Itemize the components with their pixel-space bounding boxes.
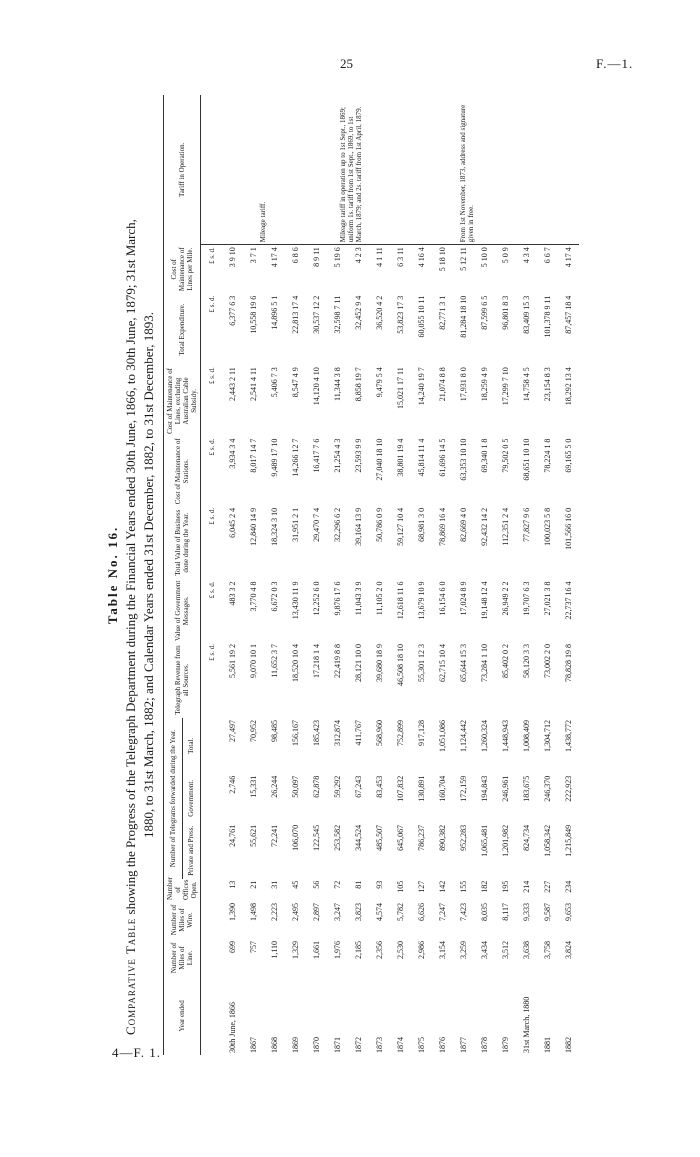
cell-offices: 142 (438, 880, 448, 893)
tariff-mileage: Mileage tariff. (259, 201, 268, 243)
cell-permile: 5 12 11 (459, 247, 469, 271)
cell-private: 485,507 (375, 824, 385, 851)
cell-business: 112,351 2 4 (501, 507, 511, 546)
cell-gov: 83,453 (375, 775, 385, 798)
cell-total: 568,960 (375, 719, 385, 746)
cell-business: 31,951 2 1 (291, 507, 301, 542)
cell-permile: 3 9 10 (228, 247, 238, 268)
cell-total: 1,008,409 (522, 719, 532, 752)
title-line-1: showing the Progress of the Telegraph Department during the Financial Years ended 30th June, 1866, to 30th June, 1879; 31st March, (123, 219, 138, 915)
cell-total: 70,952 (249, 719, 259, 742)
cell-govval: 13,430 11 9 (291, 581, 301, 620)
cell-stations: 21,254 4 3 (333, 438, 343, 473)
header-per-mile: Cost of Maintenance of Lines per Mile. (164, 245, 201, 294)
cell-revenue: 11,652 3 7 (270, 644, 280, 678)
header-government: Government. (182, 774, 201, 823)
cell-gov: 59,292 (333, 775, 343, 798)
cell-revenue: 73,284 1 10 (480, 644, 490, 683)
cell-line: 2,986 (417, 940, 427, 959)
cell-year: 1871 (333, 1037, 343, 1053)
cell-permile: 4 17 4 (270, 247, 280, 268)
cell-lines: 17,299 7 10 (501, 367, 511, 406)
header-expenditure: Total Expenditure. (164, 294, 201, 365)
cell-lines: 8,547 4 9 (291, 367, 301, 398)
cell-total: 1,124,442 (459, 719, 469, 752)
cell-expend: 36,520 4 2 (375, 295, 385, 330)
cell-private: 786,237 (417, 824, 427, 851)
cell-stations: 27,040 18 10 (375, 438, 385, 481)
cell-wire: 2,897 (312, 903, 322, 921)
cell-line: 1,110 (270, 940, 280, 959)
cell-wire: 3,823 (354, 903, 364, 921)
tariff-address-note: From 1st November, 1873, address and signature given in free. (459, 104, 476, 243)
cell-business: 39,164 13 9 (354, 507, 364, 546)
header-tariff: Tariff in Operation. (164, 95, 201, 245)
cell-permile: 4 17 4 (564, 247, 574, 268)
cell-business: 29,470 7 4 (312, 507, 322, 542)
table-title-line-2: 1880, to 31st March, 1882; and Calendar Years ended 31st December, 1882, to 31st December, 1893. (141, 311, 156, 839)
cell-gov: 160,704 (438, 775, 448, 802)
cell-stations: 38,801 19 4 (396, 438, 406, 477)
cell-line: 2,185 (354, 940, 364, 959)
progress-table (163, 95, 579, 1055)
cell-offices: 195 (501, 880, 511, 893)
units-row (201, 95, 223, 1055)
cell-revenue: 73,002 2 0 (543, 644, 553, 679)
cell-stations: 9,489 17 10 (270, 438, 280, 477)
cell-permile: 5 0 9 (501, 247, 511, 264)
cell-govval: 26,949 2 2 (501, 581, 511, 616)
cell-private: 253,582 (333, 824, 343, 851)
cell-gov: 62,878 (312, 775, 322, 798)
cell-total: 1,448,943 (501, 719, 511, 752)
cell-gov: 246,961 (501, 775, 511, 802)
cell-permile: 4 1 11 (375, 247, 385, 267)
cell-wire: 2,495 (291, 903, 301, 921)
cell-lines: 11,344 3 8 (333, 367, 343, 401)
header-stations: Cost of Maintenance of Stations. (164, 437, 201, 506)
cell-wire: 1,498 (249, 903, 259, 921)
cell-business: 32,296 6 2 (333, 507, 343, 542)
cell-line: 2,530 (396, 940, 406, 959)
cell-gov: 67,243 (354, 775, 364, 798)
cell-gov: 50,097 (291, 775, 301, 798)
cell-private: 1,058,342 (543, 824, 553, 857)
cell-total: 27,497 (228, 719, 238, 742)
cell-wire: 2,223 (270, 903, 280, 921)
cell-gov: 107,832 (396, 775, 406, 802)
cell-private: 645,067 (396, 824, 406, 851)
cell-revenue: 18,520 10 4 (291, 644, 301, 683)
cell-expend: 6,377 6 3 (228, 295, 238, 326)
cell-line: 699 (228, 940, 238, 953)
cell-business: 6,045 2 4 (228, 507, 238, 538)
cell-year: 31st March, 1880 (522, 996, 532, 1053)
cell-offices: 127 (417, 880, 427, 893)
cell-line: 3,434 (480, 940, 490, 959)
cell-govval: 483 3 2 (228, 581, 238, 606)
cell-lines: 2,443 2 11 (228, 367, 238, 401)
cell-wire: 8,035 (480, 903, 490, 921)
cell-govval: 22,737 16 4 (564, 581, 574, 620)
tariff-mileage-note: Mileage tariff in operation up to 1st Sept., 1869; uniform 1s. tariff from 1st Sept., 1869, to 1st March, 1879; and 2s. tariff from 1st April, 1879. (339, 106, 364, 243)
cell-line: 757 (249, 940, 259, 953)
cell-revenue: 46,508 18 10 (396, 644, 406, 687)
cell-business: 77,827 9 6 (522, 507, 532, 542)
cell-private: 1,065,481 (480, 824, 490, 857)
cell-business: 82,669 4 0 (459, 507, 469, 542)
cell-business: 12,840 14 9 (249, 507, 259, 546)
cell-total: 917,128 (417, 719, 427, 746)
cell-total: 156,167 (291, 719, 301, 746)
cell-private: 824,734 (522, 824, 532, 851)
cell-expend: 87,457 18 4 (564, 295, 574, 334)
cell-year: 1876 (438, 1037, 448, 1053)
cell-revenue: 22,419 8 8 (333, 644, 343, 679)
cell-stations: 69,340 1 8 (480, 438, 490, 473)
cell-stations: 69,165 5 0 (564, 438, 574, 473)
cell-line: 2,356 (375, 940, 385, 959)
cell-expend: 87,599 6 5 (480, 295, 490, 330)
cell-lines: 18,292 13 4 (564, 367, 574, 406)
cell-year: 1877 (459, 1037, 469, 1053)
table-title (123, 95, 139, 1035)
cell-expend: 10,558 19 6 (249, 295, 259, 334)
cell-line: 3,154 (438, 940, 448, 959)
cell-expend: 14,896 5 1 (270, 295, 280, 330)
footer-code: 4—F. 1. (112, 1045, 161, 1060)
cell-lines: 14,120 4 10 (312, 367, 322, 406)
cell-stations: 8,017 14 7 (249, 438, 259, 473)
cell-year: 1878 (480, 1037, 490, 1053)
cell-expend: 82,771 3 1 (438, 295, 448, 330)
cell-year: 1882 (564, 1037, 574, 1053)
cell-expend: 32,452 9 4 (354, 295, 364, 330)
header-miles-line: Number of Miles of Line. (164, 939, 201, 977)
page-number: 25 (340, 56, 353, 71)
cell-lines: 21,074 8 8 (438, 367, 448, 402)
cell-wire: 9,587 (543, 903, 553, 921)
cell-wire: 9,653 (564, 903, 574, 921)
cell-govval: 11,043 3 9 (354, 581, 364, 616)
header-miles-wire: Number of Miles of Wire. (164, 901, 201, 939)
cell-business: 92,432 14 2 (480, 507, 490, 546)
cell-total: 1,304,712 (543, 719, 553, 752)
cell-total: 185,423 (312, 719, 322, 746)
cell-revenue: 62,715 10 4 (438, 644, 448, 683)
unit-label: £ s. d. (207, 367, 216, 384)
cell-gov: 172,159 (459, 775, 469, 802)
cell-govval: 19,707 6 3 (522, 581, 532, 616)
document-code: F.—1. (596, 56, 634, 71)
cell-offices: 214 (522, 880, 532, 893)
cell-lines: 9,479 5 4 (375, 367, 385, 398)
cell-gov: 183,675 (522, 775, 532, 802)
cell-line: 3,638 (522, 940, 532, 959)
cell-lines: 5,406 7 3 (270, 367, 280, 398)
title-prefix: Comparative Table (123, 917, 138, 1035)
cell-lines: 18,259 4 9 (480, 367, 490, 402)
cell-year: 1881 (543, 1037, 553, 1053)
cell-line: 3,259 (459, 940, 469, 959)
cell-govval: 9,876 17 6 (333, 581, 343, 616)
cell-stations: 78,224 1 8 (543, 438, 553, 473)
cell-total: 312,874 (333, 719, 343, 746)
cell-permile: 3 7 1 (249, 247, 259, 264)
cell-revenue: 58,120 3 3 (522, 644, 532, 679)
cell-lines: 8,858 19 7 (354, 367, 364, 402)
cell-revenue: 28,121 10 0 (354, 644, 364, 683)
cell-wire: 6,626 (417, 903, 427, 921)
cell-total: 1,260,324 (480, 719, 490, 752)
cell-gov: 194,843 (480, 775, 490, 802)
cell-expend: 81,284 18 10 (459, 295, 469, 338)
cell-private: 55,621 (249, 824, 259, 847)
cell-wire: 7,423 (459, 903, 469, 921)
header-telegrams: Number of Telegrams forwarded during the Year. (164, 718, 183, 879)
cell-business: 59,127 10 4 (396, 507, 406, 546)
cell-private: 952,283 (459, 824, 469, 851)
cell-lines: 14,240 19 7 (417, 367, 427, 406)
cell-govval: 3,770 4 8 (249, 581, 259, 612)
cell-stations: 68,651 10 10 (522, 438, 532, 481)
cell-offices: 56 (312, 880, 322, 889)
cell-business: 18,324 3 10 (270, 507, 280, 546)
cell-expend: 30,537 12 2 (312, 295, 322, 334)
cell-revenue: 78,828 19 8 (564, 644, 574, 683)
header-gov-value: Value of Government Messages. (164, 580, 201, 643)
cell-wire: 1,390 (228, 903, 238, 921)
cell-expend: 32,598 7 11 (333, 295, 343, 334)
cell-line: 1,976 (333, 940, 343, 959)
cell-private: 106,070 (291, 824, 301, 851)
cell-private: 1,201,982 (501, 824, 511, 857)
cell-permile: 6 6 7 (543, 247, 553, 264)
cell-lines: 15,021 17 11 (396, 367, 406, 409)
cell-offices: 227 (543, 880, 553, 893)
cell-lines: 17,931 8 0 (459, 367, 469, 402)
cell-revenue: 85,402 0 2 (501, 644, 511, 679)
cell-offices: 155 (459, 880, 469, 893)
cell-govval: 11,105 2 0 (375, 581, 385, 616)
cell-total: 752,899 (396, 719, 406, 746)
cell-offices: 81 (354, 880, 364, 889)
cell-stations: 45,814 11 4 (417, 438, 427, 477)
cell-stations: 23,593 9 9 (354, 438, 364, 473)
cell-private: 344,524 (354, 824, 364, 851)
cell-govval: 6,672 0 3 (270, 581, 280, 612)
cell-permile: 6 3 11 (396, 247, 406, 267)
cell-expend: 22,813 17 4 (291, 295, 301, 334)
unit-label: £ s. d. (207, 438, 216, 456)
cell-revenue: 55,301 12 3 (417, 644, 427, 683)
cell-wire: 5,782 (396, 903, 406, 921)
cell-permile: 8 9 11 (312, 247, 322, 267)
cell-lines: 14,758 4 5 (522, 367, 532, 402)
cell-offices: 105 (396, 880, 406, 893)
cell-permile: 6 8 6 (291, 247, 301, 264)
cell-permile: 5 10 0 (480, 247, 490, 268)
header-offices: Number of Offices Open. (164, 879, 201, 901)
cell-wire: 9,333 (522, 903, 532, 921)
cell-expend: 53,823 17 3 (396, 295, 406, 334)
cell-private: 122,545 (312, 824, 322, 851)
header-year: Year ended (164, 977, 201, 1055)
cell-business: 78,869 16 4 (438, 507, 448, 546)
cell-wire: 7,247 (438, 903, 448, 921)
cell-line: 3,512 (501, 940, 511, 959)
cell-expend: 83,409 15 3 (522, 295, 532, 334)
cell-line: 1,329 (291, 940, 301, 959)
cell-offices: 93 (375, 880, 385, 889)
cell-expend: 101,378 9 11 (543, 295, 553, 338)
cell-offices: 13 (228, 880, 238, 889)
cell-year: 1868 (270, 1037, 280, 1053)
cell-govval: 27,021 3 8 (543, 581, 553, 616)
cell-offices: 72 (333, 880, 343, 889)
unit-label: £ s. d. (207, 581, 216, 599)
cell-permile: 4 3 4 (522, 247, 532, 264)
cell-total: 98,485 (270, 719, 280, 742)
cell-private: 890,382 (438, 824, 448, 851)
cell-govval: 17,024 8 9 (459, 581, 469, 616)
cell-govval: 16,154 6 0 (438, 581, 448, 616)
cell-business: 50,786 0 9 (375, 507, 385, 542)
cell-gov: 130,891 (417, 775, 427, 802)
cell-wire: 4,574 (375, 903, 385, 921)
table-body (201, 95, 580, 1055)
header-total: Total. (182, 718, 201, 774)
cell-revenue: 39,680 18 9 (375, 644, 385, 683)
cell-private: 72,241 (270, 824, 280, 847)
cell-permile: 4 16 4 (417, 247, 427, 268)
cell-year: 1870 (312, 1037, 322, 1053)
tariff-cell (201, 95, 580, 245)
cell-stations: 14,266 12 7 (291, 438, 301, 477)
cell-year: 1875 (417, 1037, 427, 1053)
header-private: Private and Press. (182, 823, 201, 879)
cell-offices: 31 (270, 880, 280, 889)
cell-year: 1872 (354, 1037, 364, 1053)
cell-year: 1874 (396, 1037, 406, 1053)
table-number: Table No. 16. (105, 525, 120, 625)
cell-total: 1,438,772 (564, 719, 574, 752)
cell-wire: 8,117 (501, 903, 511, 921)
cell-lines: 2,541 4 11 (249, 367, 259, 401)
header-revenue: Telegraph Revenue from all Sources. (164, 642, 201, 718)
cell-year: 30th June, 1866 (228, 1002, 238, 1053)
unit-label: £ s. d. (207, 247, 216, 264)
cell-govval: 12,252 6 0 (312, 581, 322, 616)
cell-private: 1,215,849 (564, 824, 574, 857)
header-business: Total Value of Business done during the Year. (164, 506, 201, 580)
cell-private: 24,761 (228, 824, 238, 847)
cell-business: 101,566 16 0 (564, 507, 574, 550)
cell-revenue: 9,070 10 1 (249, 644, 259, 679)
cell-gov: 2,746 (228, 775, 238, 794)
cell-govval: 13,679 10 9 (417, 581, 427, 620)
rotated-table-region (105, 95, 665, 1055)
cell-revenue: 5,561 19 2 (228, 644, 238, 679)
cell-stations: 63,353 10 10 (459, 438, 469, 481)
header-lines: Cost of Maintenance of Lines, excluding Australian Cable Subsidy. (164, 365, 201, 436)
cell-gov: 26,244 (270, 775, 280, 798)
cell-line: 3,758 (543, 940, 553, 959)
cell-business: 68,981 3 0 (417, 507, 427, 542)
unit-label: £ s. d. (207, 507, 216, 525)
cell-offices: 182 (480, 880, 490, 893)
cell-gov: 222,923 (564, 775, 574, 802)
cell-revenue: 17,218 1 4 (312, 644, 322, 679)
cell-line: 1,661 (312, 940, 322, 959)
cell-year: 1879 (501, 1037, 511, 1053)
cell-offices: 21 (249, 880, 259, 889)
unit-label: £ s. d. (207, 644, 216, 661)
cell-year: 1873 (375, 1037, 385, 1053)
cell-lines: 23,154 8 3 (543, 367, 553, 402)
cell-permile: 5 18 10 (438, 247, 448, 272)
cell-stations: 3,934 3 4 (228, 438, 238, 469)
cell-permile: 4 2 3 (354, 247, 364, 264)
cell-year: 1869 (291, 1037, 301, 1053)
cell-offices: 234 (564, 880, 574, 893)
cell-expend: 60,055 10 11 (417, 295, 427, 338)
cell-govval: 19,148 12 4 (480, 581, 490, 620)
cell-wire: 3,247 (333, 903, 343, 921)
cell-stations: 79,502 0 5 (501, 438, 511, 473)
cell-business: 100,023 5 8 (543, 507, 553, 546)
cell-year: 1867 (249, 1037, 259, 1053)
cell-govval: 12,618 11 6 (396, 581, 406, 620)
cell-offices: 45 (291, 880, 301, 889)
cell-permile: 5 19 6 (333, 247, 343, 268)
cell-gov: 15,331 (249, 775, 259, 798)
cell-total: 411,767 (354, 719, 364, 746)
unit-label: £ s. d. (207, 295, 216, 313)
cell-gov: 246,370 (543, 775, 553, 802)
cell-stations: 61,696 14 5 (438, 438, 448, 477)
cell-stations: 16,417 7 6 (312, 438, 322, 473)
cell-revenue: 65,644 15 3 (459, 644, 469, 683)
cell-line: 3,824 (564, 940, 574, 959)
cell-expend: 96,801 8 3 (501, 295, 511, 330)
cell-total: 1,051,086 (438, 719, 448, 752)
